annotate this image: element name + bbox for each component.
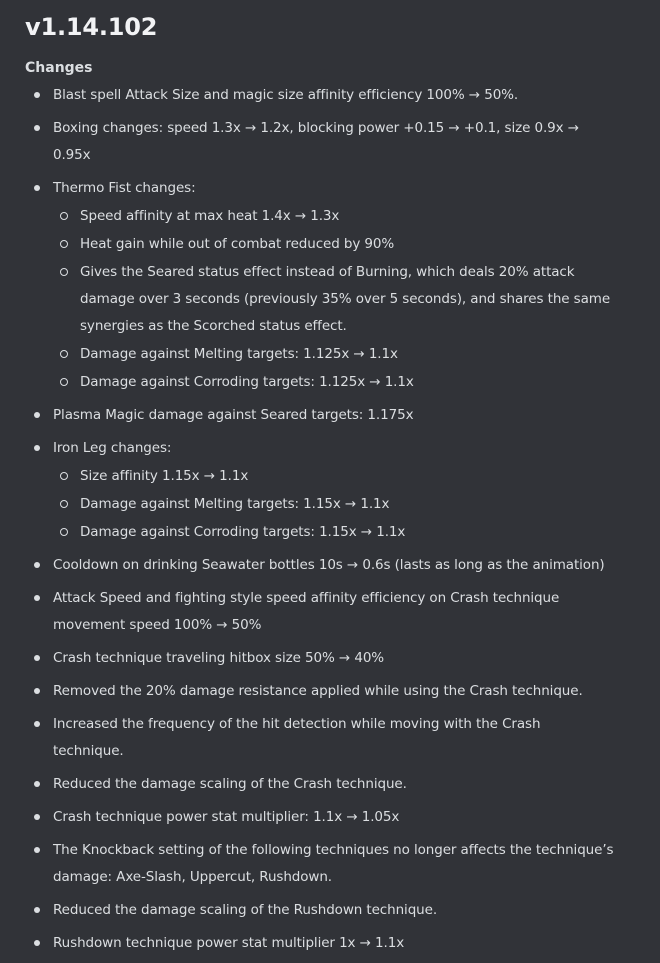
bullet-icon bbox=[34, 92, 40, 98]
bullet-icon bbox=[34, 847, 40, 853]
change-text: Thermo Fist changes: bbox=[53, 180, 196, 196]
circle-bullet-icon bbox=[60, 472, 68, 480]
bullet-icon bbox=[34, 721, 40, 727]
sub-change-item bbox=[53, 203, 615, 230]
bullet-icon bbox=[34, 185, 40, 191]
bullet-icon bbox=[34, 781, 40, 787]
sub-change-list bbox=[53, 463, 615, 546]
bullet-icon bbox=[34, 688, 40, 694]
sub-change-text: Damage against Melting targets: 1.15x → 1.1x bbox=[80, 496, 390, 512]
circle-bullet-icon bbox=[60, 240, 68, 248]
bullet-icon bbox=[34, 907, 40, 913]
change-item bbox=[25, 552, 615, 579]
change-item bbox=[25, 645, 615, 672]
change-item bbox=[25, 837, 615, 891]
bullet-icon bbox=[34, 412, 40, 418]
sub-change-text: Size affinity 1.15x → 1.1x bbox=[80, 468, 249, 484]
changes-heading: Changes bbox=[25, 60, 93, 76]
circle-bullet-icon bbox=[60, 268, 68, 276]
sub-change-item bbox=[53, 341, 615, 368]
change-item bbox=[25, 711, 615, 765]
sub-change-text: Speed affinity at max heat 1.4x → 1.3x bbox=[80, 208, 340, 224]
change-item bbox=[25, 82, 615, 109]
sub-change-item bbox=[53, 519, 615, 546]
change-item bbox=[25, 771, 615, 798]
change-text: Increased the frequency of the hit detection while moving with the Crash technique. bbox=[53, 716, 541, 759]
change-text: Attack Speed and fighting style speed affinity efficiency on Crash technique movement speed 100% → 50% bbox=[53, 590, 560, 633]
change-item bbox=[25, 402, 615, 429]
change-item bbox=[25, 897, 615, 924]
change-item bbox=[25, 804, 615, 831]
bullet-icon bbox=[34, 655, 40, 661]
sub-change-text: Damage against Corroding targets: 1.15x → 1.1x bbox=[80, 524, 406, 540]
circle-bullet-icon bbox=[60, 500, 68, 508]
change-text: The Knockback setting of the following techniques no longer affects the technique’s damage: Axe-Slash, Uppercut, Rushdown. bbox=[53, 842, 614, 885]
change-text: Blast spell Attack Size and magic size affinity efficiency 100% → 50%. bbox=[53, 87, 519, 103]
bullet-icon bbox=[34, 595, 40, 601]
bullet-icon bbox=[34, 445, 40, 451]
sub-change-text: Gives the Seared status effect instead of Burning, which deals 20% attack damage over 3 seconds (previously 35% over 5 seconds), and shares the same synergies as the Scorched status effect. bbox=[80, 264, 611, 334]
change-text: Removed the 20% damage resistance applied while using the Crash technique. bbox=[53, 683, 583, 699]
change-item bbox=[25, 435, 615, 546]
sub-change-item bbox=[53, 369, 615, 396]
change-text: Reduced the damage scaling of the Crash technique. bbox=[53, 776, 407, 792]
circle-bullet-icon bbox=[60, 528, 68, 536]
sub-change-item bbox=[53, 491, 615, 518]
sub-change-text: Heat gain while out of combat reduced by 90% bbox=[80, 236, 395, 252]
change-item bbox=[25, 115, 615, 169]
sub-change-text: Damage against Corroding targets: 1.125x → 1.1x bbox=[80, 374, 414, 390]
change-text: Rushdown technique power stat multiplier 1x → 1.1x bbox=[53, 935, 405, 951]
change-item bbox=[25, 678, 615, 705]
circle-bullet-icon bbox=[60, 350, 68, 358]
sub-change-text: Damage against Melting targets: 1.125x → 1.1x bbox=[80, 346, 398, 362]
changes-list bbox=[25, 82, 615, 963]
change-text: Iron Leg changes: bbox=[53, 440, 172, 456]
change-item bbox=[25, 175, 615, 396]
change-text: Crash technique traveling hitbox size 50% → 40% bbox=[53, 650, 385, 666]
change-text: Cooldown on drinking Seawater bottles 10s → 0.6s (lasts as long as the animation) bbox=[53, 557, 605, 573]
sub-change-item bbox=[53, 259, 615, 340]
change-text: Plasma Magic damage against Seared targets: 1.175x bbox=[53, 407, 414, 423]
bullet-icon bbox=[34, 940, 40, 946]
sub-change-item bbox=[53, 463, 615, 490]
circle-bullet-icon bbox=[60, 212, 68, 220]
bullet-icon bbox=[34, 814, 40, 820]
bullet-icon bbox=[34, 125, 40, 131]
change-text: Boxing changes: speed 1.3x → 1.2x, blocking power +0.15 → +0.1, size 0.9x → 0.95x bbox=[53, 120, 579, 163]
change-item bbox=[25, 930, 615, 957]
change-text: Reduced the damage scaling of the Rushdown technique. bbox=[53, 902, 438, 918]
change-item bbox=[25, 585, 615, 639]
sub-change-list bbox=[53, 203, 615, 396]
circle-bullet-icon bbox=[60, 378, 68, 386]
version-title: v1.14.102 bbox=[25, 13, 158, 41]
sub-change-item bbox=[53, 231, 615, 258]
change-text: Crash technique power stat multiplier: 1.1x → 1.05x bbox=[53, 809, 400, 825]
bullet-icon bbox=[34, 562, 40, 568]
